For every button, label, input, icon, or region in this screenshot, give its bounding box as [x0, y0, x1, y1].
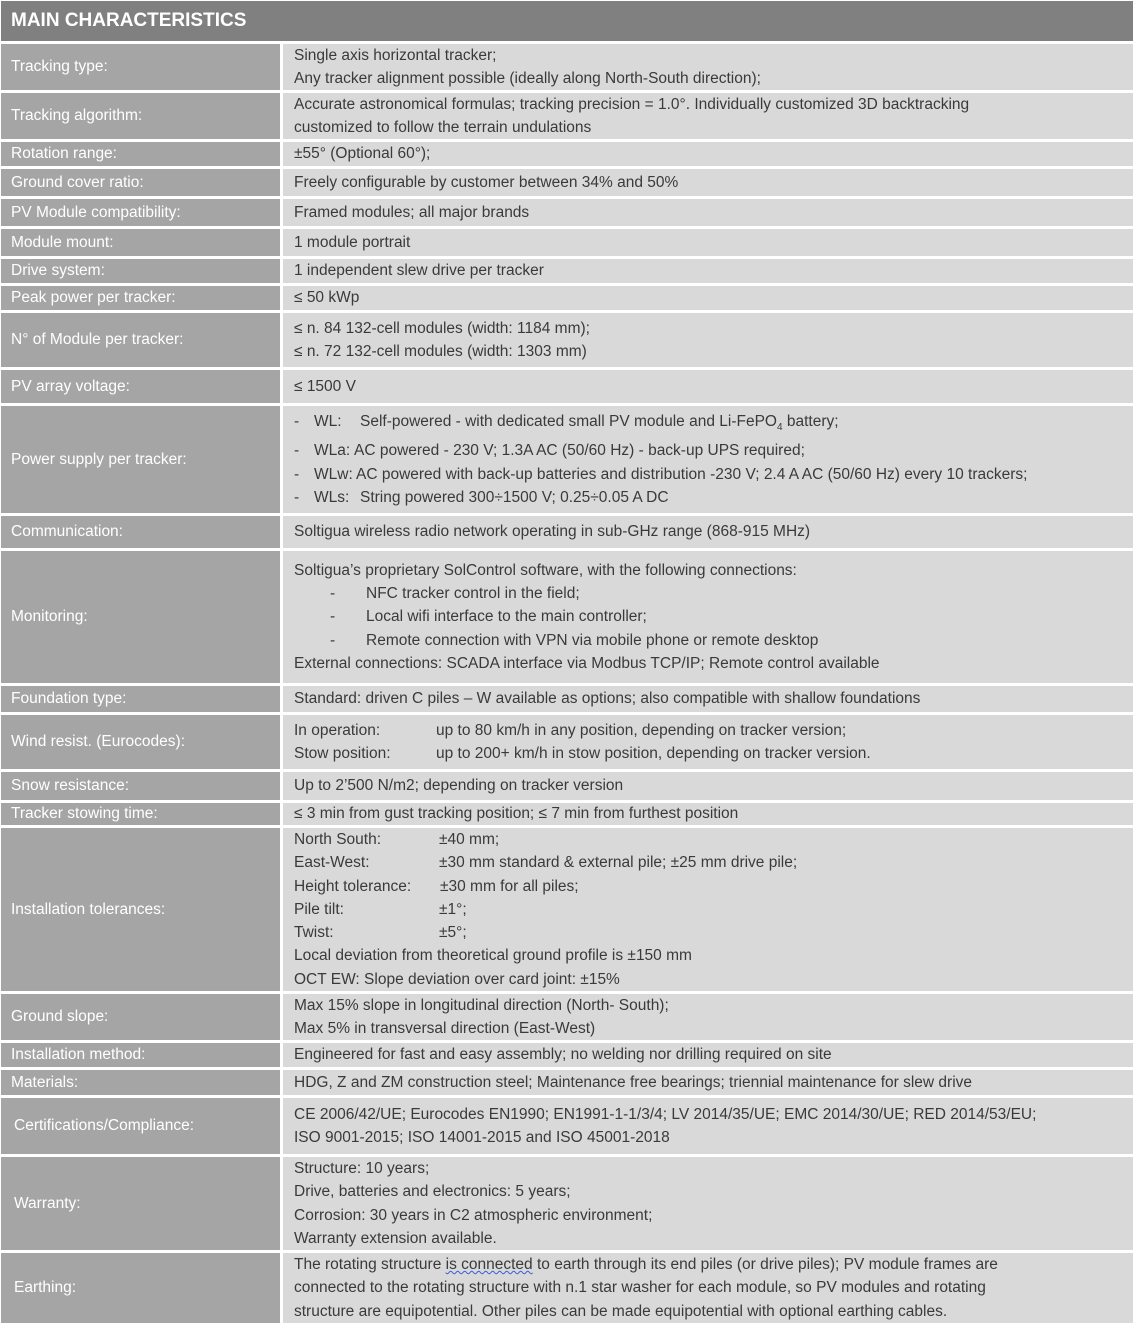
value-line: External connections: SCADA interface via Modbus TCP/IP; Remote control available	[294, 654, 880, 672]
value-line: Up to 2’500 N/m2; depending on tracker version	[294, 777, 624, 795]
pair-value: ±30 mm standard & external pile; ±25 mm drive pile;	[439, 854, 798, 872]
pair-value: ±30 mm for all piles;	[440, 877, 579, 895]
row-pv-array-voltage	[1, 370, 1133, 403]
row-value	[283, 1098, 1133, 1154]
pair-value: ±1°;	[439, 900, 467, 918]
row-earthing	[1, 1253, 1133, 1323]
pair-key: Stow position:	[294, 745, 391, 762]
row-label: Warranty:	[1, 1157, 280, 1250]
value-line: Framed modules; all major brands	[294, 203, 530, 221]
pair-value: up to 80 km/h in any position, depending on tracker version;	[436, 721, 847, 739]
dash: -	[330, 631, 336, 649]
characteristics-table	[1, 1, 1133, 1326]
pair-value: ±40 mm;	[439, 830, 500, 848]
pair-value: ±5°;	[439, 924, 467, 942]
value-line: structure are equipotential. Other piles can be made equipotential with optional earthing cables.	[294, 1302, 948, 1320]
row-wind-resistance	[1, 715, 1133, 769]
row-label: Power supply per tracker:	[1, 406, 280, 513]
value-line: OCT EW: Slope deviation over card joint: ±15%	[294, 970, 620, 988]
row-value	[283, 1043, 1133, 1067]
row-value	[283, 686, 1133, 712]
row-label: Drive system:	[1, 259, 280, 283]
bullet-text: Self-powered - with dedicated small PV module and Li-FePO	[360, 412, 777, 430]
row-value	[283, 516, 1133, 548]
row-value	[283, 44, 1133, 90]
row-value	[283, 259, 1133, 283]
row-label: Foundation type:	[1, 686, 280, 712]
bullet-tail: battery;	[782, 412, 839, 430]
value-line: Drive, batteries and electronics: 5 years;	[294, 1183, 571, 1201]
row-value	[283, 803, 1133, 825]
row-monitoring	[1, 551, 1133, 683]
bullet-item	[294, 439, 1133, 462]
text-segment: The rotating structure	[294, 1256, 446, 1274]
row-module-mount	[1, 229, 1133, 256]
value-line: ≤ n. 84 132-cell modules (width: 1184 mm);	[294, 319, 590, 337]
row-installation-tolerances	[1, 828, 1133, 991]
row-label: Monitoring:	[1, 551, 280, 683]
row-modules-per-tracker	[1, 313, 1133, 367]
value-line: Standard: driven C piles – W available as options; also compatible with shallow foundations	[294, 690, 921, 708]
row-label: Snow resistance:	[1, 772, 280, 800]
row-value	[283, 199, 1133, 226]
row-value	[283, 313, 1133, 367]
row-label: Tracking algorithm:	[1, 93, 280, 139]
row-snow-resistance	[1, 772, 1133, 800]
pair-key: North South:	[294, 830, 382, 848]
row-value	[283, 715, 1133, 769]
row-label: Tracking type:	[1, 44, 280, 90]
value-line: Structure: 10 years;	[294, 1159, 430, 1177]
dash: -	[294, 465, 300, 483]
row-label: N° of Module per tracker:	[1, 313, 280, 367]
dash: -	[330, 608, 336, 626]
value-pair	[294, 742, 1133, 765]
row-value	[283, 142, 1133, 166]
value-line: Max 5% in transversal direction (East-West)	[294, 1020, 596, 1037]
row-power-supply	[1, 406, 1133, 513]
row-certifications	[1, 1098, 1133, 1154]
value-line: CE 2006/42/UE; Eurocodes EN1990; EN1991-1-1/3/4; LV 2014/35/UE; EMC 2014/30/UE; RED 2014/53/EU;	[294, 1105, 1037, 1123]
row-value	[283, 772, 1133, 800]
value-line: customized to follow the terrain undulations	[294, 119, 592, 136]
bullet-key: WLa:	[314, 442, 351, 460]
row-ground-slope	[1, 994, 1133, 1040]
row-label: Ground cover ratio:	[1, 169, 280, 196]
row-label: PV Module compatibility:	[1, 199, 280, 226]
value-line: Soltigua wireless radio network operating in sub-GHz range (868-915 MHz)	[294, 523, 811, 541]
row-peak-power	[1, 286, 1133, 310]
bullet-text: AC powered - 230 V; 1.3A AC (50/60 Hz) - back-up UPS required;	[354, 442, 805, 460]
value-line: ≤ 3 min from gust tracking position; ≤ 7 min from furthest position	[294, 805, 739, 823]
value-line: Engineered for fast and easy assembly; no welding nor drilling required on site	[294, 1046, 832, 1064]
pair-key: Twist:	[294, 924, 334, 942]
row-value	[283, 406, 1133, 513]
row-stowing-time	[1, 803, 1133, 825]
value-line: connected to the rotating structure with n.1 star washer for each module, so PV modules and rotating	[294, 1279, 986, 1297]
spellcheck-underlined-text: is connected	[445, 1256, 533, 1274]
subscript: 4	[776, 421, 783, 433]
row-label: Communication:	[1, 516, 280, 548]
value-pair	[294, 898, 1133, 921]
row-value	[283, 1157, 1133, 1250]
value-line: Soltigua’s proprietary SolControl software, with the following connections:	[294, 561, 797, 579]
dash: -	[294, 488, 300, 506]
value-line: Any tracker alignment possible (ideally along North-South direction);	[294, 70, 761, 87]
row-label: Earthing:	[1, 1253, 280, 1323]
bullet-key: WL:	[314, 412, 342, 430]
dash: -	[294, 442, 300, 460]
row-value	[283, 1070, 1133, 1095]
value-line: ≤ n. 72 132-cell modules (width: 1303 mm)	[294, 343, 587, 360]
row-ground-cover-ratio	[1, 169, 1133, 196]
list-item-text: NFC tracker control in the field;	[366, 585, 580, 603]
row-rotation-range	[1, 142, 1133, 166]
value-line: Single axis horizontal tracker;	[294, 46, 497, 64]
value-line: Corrosion: 30 years in C2 atmospheric environment;	[294, 1206, 653, 1224]
dash: -	[330, 585, 336, 603]
value-line: HDG, Z and ZM construction steel; Maintenance free bearings; triennial maintenance for slew drive	[294, 1073, 973, 1091]
pair-value: up to 200+ km/h in stow position, depending on tracker version.	[436, 745, 871, 762]
value-pair	[294, 828, 1133, 851]
row-label: Ground slope:	[1, 994, 280, 1040]
row-warranty	[1, 1157, 1133, 1250]
row-label: Rotation range:	[1, 142, 280, 166]
value-pair	[294, 719, 1133, 742]
row-label: Installation method:	[1, 1043, 280, 1067]
bullet-text: String powered 300÷1500 V; 0.25÷0.05 A DC	[360, 488, 669, 506]
bullet-key: WLw:	[314, 465, 353, 483]
row-value	[283, 93, 1133, 139]
bullet-text: AC powered with back-up batteries and distribution -230 V; 2.4 A AC (50/60 Hz) every 10 trackers;	[356, 465, 1028, 483]
value-line: ≤ 50 kWp	[294, 289, 360, 307]
row-value	[283, 286, 1133, 310]
list-item	[294, 605, 1133, 628]
table-header: MAIN CHARACTERISTICS	[1, 1, 1133, 41]
row-label: PV array voltage:	[1, 370, 280, 403]
row-materials	[1, 1070, 1133, 1095]
row-tracking-type	[1, 44, 1133, 90]
value-line	[294, 1253, 1133, 1276]
value-line: 1 module portrait	[294, 233, 411, 251]
row-tracking-algorithm	[1, 93, 1133, 139]
row-label: Module mount:	[1, 229, 280, 256]
row-foundation-type	[1, 686, 1133, 712]
row-label: Peak power per tracker:	[1, 286, 280, 310]
value-line: Accurate astronomical formulas; tracking precision = 1.0°. Individually customized 3D backtracking	[294, 95, 970, 113]
value-pair	[294, 875, 1133, 898]
row-communication	[1, 516, 1133, 548]
row-drive-system	[1, 259, 1133, 283]
row-installation-method	[1, 1043, 1133, 1067]
pair-key: East-West:	[294, 854, 370, 872]
bullet-key: WLs:	[314, 488, 350, 506]
row-value	[283, 169, 1133, 196]
row-label: Tracker stowing time:	[1, 803, 280, 825]
list-item-text: Local wifi interface to the main controller;	[366, 608, 647, 626]
row-value	[283, 551, 1133, 683]
row-value	[283, 1253, 1133, 1323]
pair-key: Pile tilt:	[294, 900, 344, 918]
text-segment: to earth through its end piles (or drive piles); PV module frames are	[532, 1256, 998, 1274]
bullet-item	[294, 463, 1133, 486]
list-item	[294, 582, 1133, 605]
value-pair	[294, 851, 1133, 874]
row-value	[283, 370, 1133, 403]
list-item	[294, 629, 1133, 652]
row-value	[283, 994, 1133, 1040]
row-value	[283, 229, 1133, 256]
bullet-item	[294, 410, 1133, 439]
value-line: ≤ 1500 V	[294, 377, 356, 395]
value-line: ISO 9001-2015; ISO 14001-2015 and ISO 45001-2018	[294, 1129, 670, 1146]
list-item-text: Remote connection with VPN via mobile phone or remote desktop	[366, 631, 819, 649]
value-line: Local deviation from theoretical ground profile is ±150 mm	[294, 947, 692, 965]
value-line: 1 independent slew drive per tracker	[294, 262, 544, 280]
dash: -	[294, 412, 300, 430]
row-value	[283, 828, 1133, 991]
value-line: Freely configurable by customer between 34% and 50%	[294, 173, 679, 191]
row-pv-module-compatibility	[1, 199, 1133, 226]
row-label: Certifications/Compliance:	[1, 1098, 280, 1154]
row-label: Wind resist. (Eurocodes):	[1, 715, 280, 769]
row-label: Materials:	[1, 1070, 280, 1095]
bullet-item	[294, 486, 1133, 509]
pair-key: In operation:	[294, 721, 381, 739]
value-line: Warranty extension available.	[294, 1229, 497, 1247]
row-label: Installation tolerances:	[1, 828, 280, 991]
value-line: Max 15% slope in longitudinal direction (North- South);	[294, 996, 669, 1014]
value-pair	[294, 921, 1133, 944]
pair-key: Height tolerance:	[294, 877, 412, 895]
value-line: ±55° (Optional 60°);	[294, 145, 431, 163]
